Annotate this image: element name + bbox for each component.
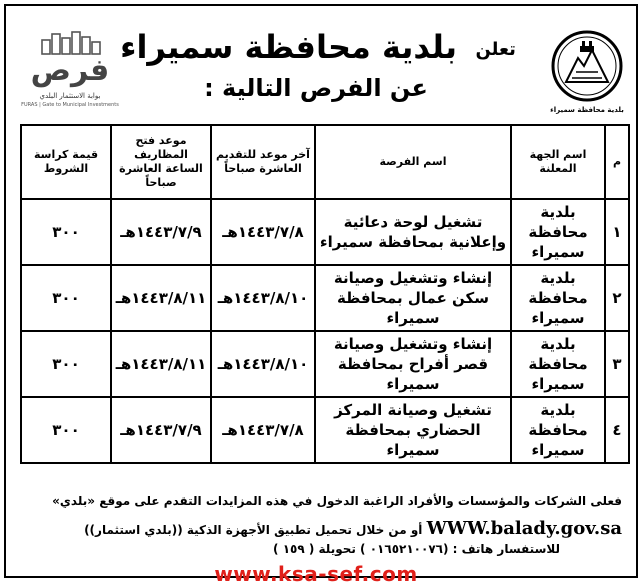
row-opportunity: إنشاء وتشغيل وصيانة سكن عمال بمحافظة سميراء xyxy=(315,265,511,331)
footer-app-text: أو من خلال تحميل تطبيق الأجهزة الذكية ((بلدي استثمار)) xyxy=(84,523,423,537)
footer-line-1: فعلى الشركات والمؤسسات والأفراد الراغبة الدخول في هذه المزايدات التقدم على موقع «بلدي» xyxy=(52,494,622,508)
header-price: قيمة كراسة الشروط xyxy=(21,125,111,199)
watermark-text: www.ksa-sef.com xyxy=(214,562,418,584)
header-deadline: آخر موعد للتقديم العاشرة صباحاً xyxy=(211,125,315,199)
table-row xyxy=(21,265,629,331)
row-entity: بلدية محافظة سميراء xyxy=(511,265,605,331)
row-deadline: ١٤٤٣/٨/١٠هـ xyxy=(211,331,315,397)
balady-website-link[interactable]: WWW.balady.gov.sa xyxy=(426,518,622,539)
row-entity: بلدية محافظة سميراء xyxy=(511,199,605,265)
municipality-logo xyxy=(544,28,630,114)
announcement-header xyxy=(6,6,636,124)
row-price: ٣٠٠ xyxy=(21,265,111,331)
furas-caption-ar: بوابة الاستثمار البلدي xyxy=(39,92,101,100)
municipality-logo-label: بلدية محافظة سميراء xyxy=(550,106,624,114)
title-main-text: بلدية محافظة سميراء xyxy=(120,28,457,66)
row-entity: بلدية محافظة سميراء xyxy=(511,397,605,463)
furas-logo xyxy=(20,30,120,112)
row-opportunity: تشغيل لوحة دعائية وإعلانية بمحافظة سميراء xyxy=(315,199,511,265)
row-price: ٣٠٠ xyxy=(21,331,111,397)
header-opening: موعد فتح المظاريف الساعة العاشرة صباحاً xyxy=(111,125,211,199)
row-entity: بلدية محافظة سميراء xyxy=(511,331,605,397)
row-deadline: ١٤٤٣/٨/١٠هـ xyxy=(211,265,315,331)
opportunities-table xyxy=(20,124,630,464)
row-deadline: ١٤٤٣/٧/٨هـ xyxy=(211,397,315,463)
municipality-emblem-icon xyxy=(544,28,630,104)
row-opportunity: إنشاء وتشغيل وصيانة قصر أفراح بمحافظة سميراء xyxy=(315,331,511,397)
header-entity: اسم الجهة المعلنة xyxy=(511,125,605,199)
row-num: ٤ xyxy=(605,397,629,463)
row-num: ٢ xyxy=(605,265,629,331)
header-num: م xyxy=(605,125,629,199)
furas-caption-en: FURAS | Gate to Municipal Investments xyxy=(21,102,119,108)
row-deadline: ١٤٤٣/٧/٨هـ xyxy=(211,199,315,265)
row-opening: ١٤٤٣/٨/١١هـ xyxy=(111,265,211,331)
table-row xyxy=(21,199,629,265)
announcement-frame xyxy=(4,4,638,578)
row-num: ٣ xyxy=(605,331,629,397)
announcement-subtitle: عن الفرص التالية : xyxy=(204,74,428,102)
footer-line-2 xyxy=(84,518,622,539)
row-opportunity: تشغيل وصيانة المركز الحضاري بمحافظة سميراء xyxy=(315,397,511,463)
row-price: ٣٠٠ xyxy=(21,199,111,265)
table-row xyxy=(21,331,629,397)
header-opportunity: اسم الفرصة xyxy=(315,125,511,199)
furas-logo-word: فرص xyxy=(30,53,110,88)
row-price: ٣٠٠ xyxy=(21,397,111,463)
title-prefix: تعلن xyxy=(475,38,516,60)
announcement-title xyxy=(118,28,518,69)
table-header-row xyxy=(21,125,629,199)
table-row xyxy=(21,397,629,463)
footer-contact-phone: للاستفسار هاتف : (٠١٦٥٢١٠٠٧٦ ) تحويلة ( ١٥٩ ) xyxy=(273,542,560,556)
row-num: ١ xyxy=(605,199,629,265)
row-opening: ١٤٤٣/٧/٩هـ xyxy=(111,199,211,265)
row-opening: ١٤٤٣/٧/٩هـ xyxy=(111,397,211,463)
row-opening: ١٤٤٣/٨/١١هـ xyxy=(111,331,211,397)
